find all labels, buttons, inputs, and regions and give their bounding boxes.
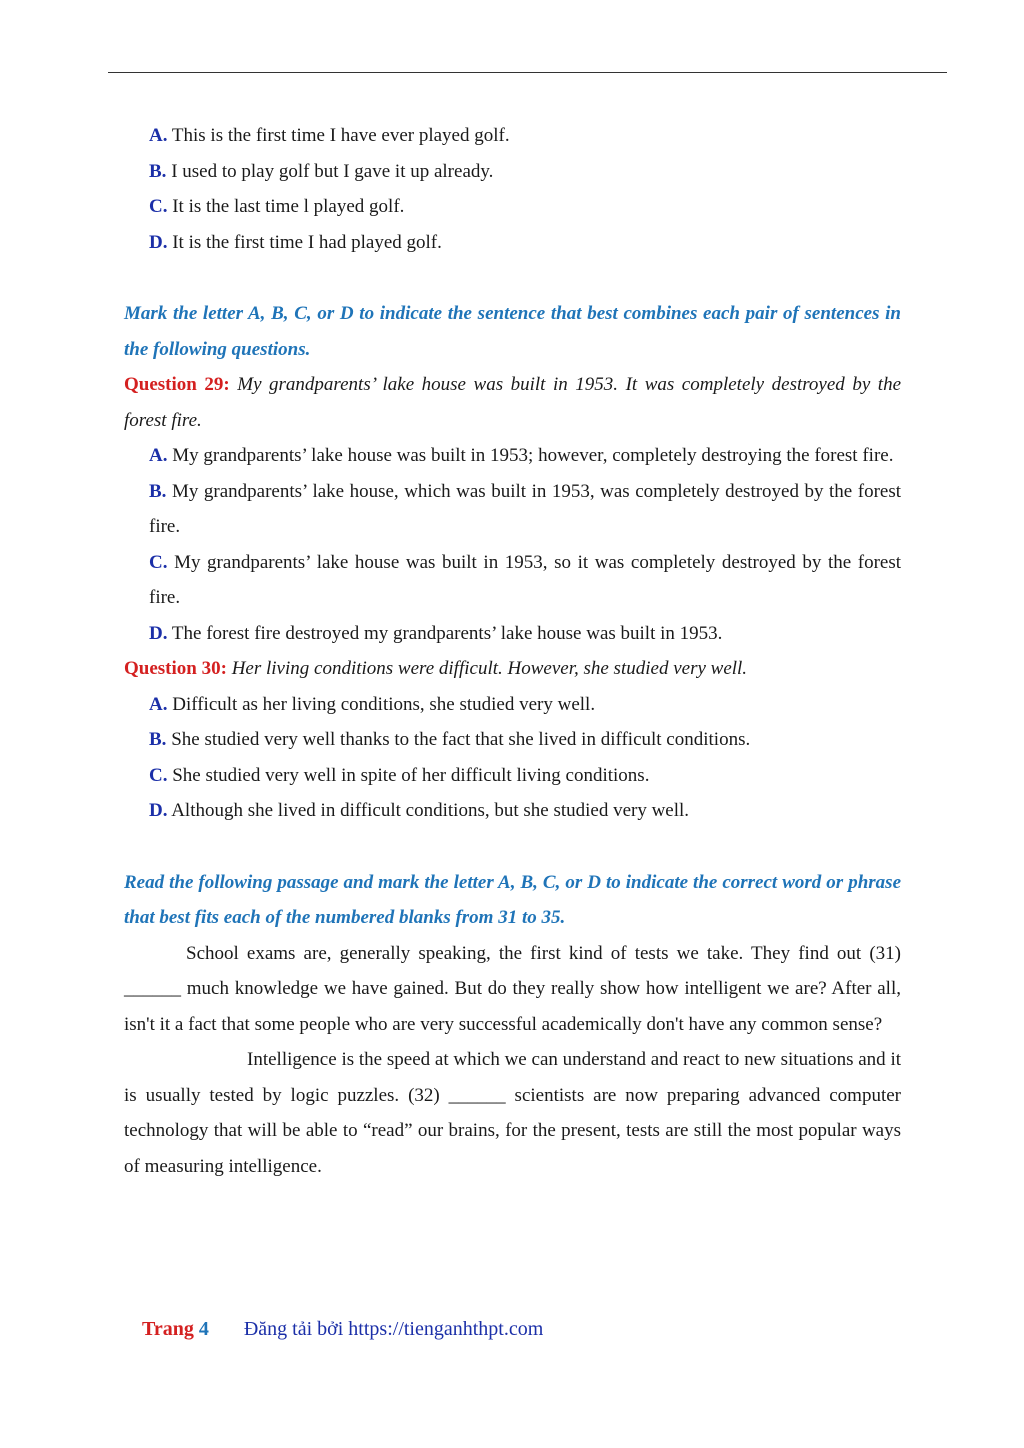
- q30-option-c: [124, 758, 901, 794]
- q29-option-d: [124, 616, 901, 652]
- page-footer: [142, 1315, 543, 1343]
- page-number: 4: [198, 1318, 209, 1340]
- header-rule: [108, 72, 947, 73]
- option-text: My grandparents’ lake house was built in 1953, so it was completely destroyed by the forest fire.: [149, 551, 902, 608]
- option-letter: A.: [149, 693, 168, 715]
- q30-option-b: [124, 722, 901, 758]
- option-letter: A.: [149, 125, 168, 146]
- option-text: Although she lived in difficult conditions, but she studied very well.: [171, 800, 690, 821]
- option-text: It is the first time I had played golf.: [172, 231, 442, 253]
- q29-option-b: [124, 474, 901, 545]
- passage-paragraph-2: Intelligence is the speed at which we can understand and react to new situations and it is usually tested by logic puzzles. (32) ______ scientists are now preparing advanced computer technology that will be able to “read” our brains, for the present, tests are still the most popular ways of measuring intelligence.: [124, 1049, 901, 1177]
- option-letter: D.: [149, 622, 168, 644]
- footer-credit: Đăng tải bởi https://tienganhthpt.com: [243, 1318, 544, 1340]
- option-text: She studied very well thanks to the fact that she lived in difficult conditions.: [171, 729, 751, 750]
- combine-instruction: Mark the letter A, B, C, or D to indicate the sentence that best combines each pair of sentences in the following questions.: [124, 303, 901, 360]
- option-text: This is the first time I have ever played golf.: [171, 125, 510, 146]
- question-text: Her living conditions were difficult. However, she studied very well.: [231, 658, 748, 679]
- q30-option-d: [124, 793, 901, 829]
- q28-option-a: [124, 118, 901, 154]
- option-text: I used to play golf but I gave it up already.: [171, 160, 494, 182]
- option-text: The forest fire destroyed my grandparents’ lake house was built in 1953.: [171, 622, 723, 644]
- option-letter: B.: [149, 160, 167, 182]
- option-letter: D.: [149, 231, 168, 253]
- option-letter: C.: [149, 551, 168, 573]
- page-content: [124, 118, 901, 1184]
- q28-option-c: [124, 189, 901, 225]
- question-label: Question 30:: [124, 658, 227, 679]
- option-text: My grandparents’ lake house was built in 1953; however, completely destroying the forest fire.: [172, 445, 894, 466]
- option-letter: C.: [149, 764, 168, 786]
- option-letter: B.: [149, 480, 167, 502]
- q28-option-b: [124, 154, 901, 190]
- question-29: [124, 367, 901, 438]
- option-text: It is the last time l played golf.: [172, 196, 405, 217]
- option-letter: C.: [149, 196, 168, 217]
- option-text: Difficult as her living conditions, she studied very well.: [172, 693, 596, 715]
- q30-option-a: [124, 687, 901, 723]
- q29-option-a: [124, 438, 901, 474]
- option-letter: A.: [149, 445, 168, 466]
- passage-instruction: Read the following passage and mark the letter A, B, C, or D to indicate the correct word or phrase that best fits each of the numbered blanks from 31 to 35.: [124, 871, 901, 928]
- question-label: Question 29:: [124, 374, 230, 395]
- option-text: She studied very well in spite of her difficult living conditions.: [172, 764, 650, 786]
- option-letter: B.: [149, 729, 167, 750]
- passage-paragraph-1: School exams are, generally speaking, the first kind of tests we take. They find out (31) ______ much knowledge we have gained. But do they really show how intelligent we are? After all, isn't it a fact that some people who are very successful academically don't have any common sense?: [124, 942, 901, 1035]
- option-letter: D.: [149, 800, 168, 821]
- q29-option-c: [124, 545, 901, 616]
- question-30: [124, 651, 901, 687]
- question-text: My grandparents’ lake house was built in 1953. It was completely destroyed by the forest fire.: [124, 374, 901, 431]
- option-text: My grandparents’ lake house, which was built in 1953, was completely destroyed by the forest fire.: [149, 480, 902, 537]
- q28-option-d: [124, 225, 901, 261]
- page-label: Trang: [142, 1318, 194, 1340]
